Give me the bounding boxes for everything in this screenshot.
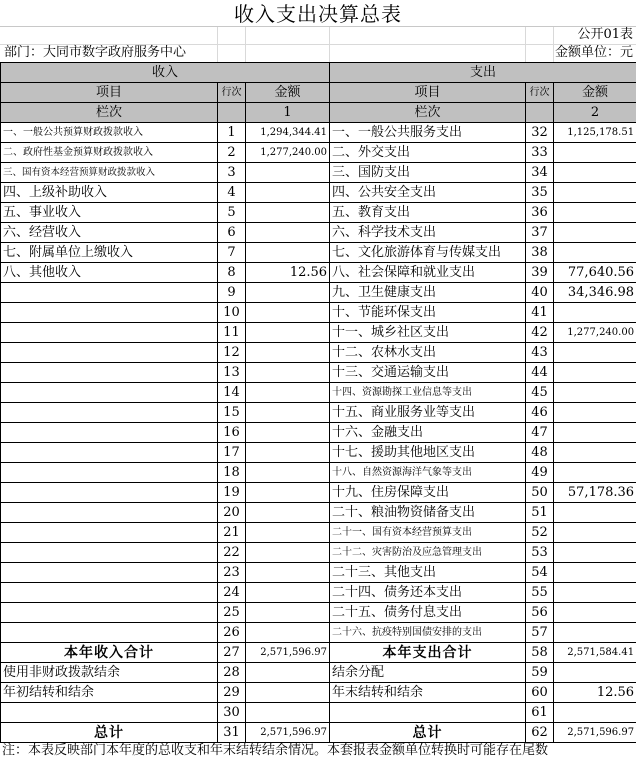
income-item	[1, 383, 218, 403]
expense-row-number: 60	[526, 683, 554, 703]
expense-amount: 2,571,584.41	[554, 643, 636, 663]
income-amount	[246, 323, 330, 343]
table-row	[1, 263, 636, 283]
income-row-number: 1	[218, 123, 246, 143]
expense-item: 二十、粮油物资储备支出	[330, 503, 526, 523]
income-row-number: 12	[218, 343, 246, 363]
income-amount	[246, 303, 330, 323]
expense-row-number: 62	[526, 723, 554, 743]
income-amount	[246, 383, 330, 403]
income-amount	[246, 423, 330, 443]
table-row	[1, 503, 636, 523]
income-amount	[246, 403, 330, 423]
income-amount	[246, 503, 330, 523]
income-amount	[246, 483, 330, 503]
income-item	[1, 503, 218, 523]
income-item	[1, 423, 218, 443]
expense-item: 本年支出合计	[330, 643, 526, 663]
expense-amount	[554, 303, 636, 323]
income-row-number: 18	[218, 463, 246, 483]
income-amount	[246, 583, 330, 603]
income-item: 六、经营收入	[1, 223, 218, 243]
income-amount	[246, 603, 330, 623]
expense-amount	[554, 603, 636, 623]
expense-row-number: 32	[526, 123, 554, 143]
table-row	[1, 463, 636, 483]
income-item	[1, 483, 218, 503]
income-item	[1, 283, 218, 303]
expense-amount	[554, 583, 636, 603]
expense-amount	[554, 383, 636, 403]
expense-item: 十三、交通运输支出	[330, 363, 526, 383]
expense-amount	[554, 703, 636, 723]
income-item	[1, 583, 218, 603]
expense-header: 支出	[330, 63, 636, 83]
expense-item: 九、卫生健康支出	[330, 283, 526, 303]
expense-row-number: 45	[526, 383, 554, 403]
income-item	[1, 523, 218, 543]
income-row-number: 31	[218, 723, 246, 743]
table-row	[1, 363, 636, 383]
expense-amount	[554, 363, 636, 383]
unit-label: 金额单位：元	[554, 45, 633, 60]
expense-amount-header: 金额	[554, 83, 636, 103]
income-amount	[246, 703, 330, 723]
department-label: 部门：大同市数字政府服务中心	[4, 45, 187, 60]
income-amount: 1,294,344.41	[246, 123, 330, 143]
income-item: 年初结转和结余	[1, 683, 218, 703]
expense-item: 结余分配	[330, 663, 526, 683]
table-row	[1, 583, 636, 603]
table-row	[1, 283, 636, 303]
header-row-column-numbers	[1, 103, 636, 123]
table-title: 收入支出决算总表	[234, 2, 402, 26]
expense-row-number: 38	[526, 243, 554, 263]
department-row	[0, 44, 636, 62]
expense-row-number: 41	[526, 303, 554, 323]
income-amount	[246, 183, 330, 203]
expense-item: 年末结转和结余	[330, 683, 526, 703]
table-row	[1, 383, 636, 403]
expense-row-number: 46	[526, 403, 554, 423]
expense-amount	[554, 403, 636, 423]
income-item	[1, 543, 218, 563]
expense-row-number: 53	[526, 543, 554, 563]
income-row-number: 9	[218, 283, 246, 303]
expense-amount: 1,125,178.51	[554, 123, 636, 143]
expense-amount: 34,346.98	[554, 283, 636, 303]
income-amount	[246, 683, 330, 703]
table-row	[1, 563, 636, 583]
expense-item: 十五、商业服务业等支出	[330, 403, 526, 423]
table-row	[1, 663, 636, 683]
expense-row-number: 56	[526, 603, 554, 623]
expense-item: 六、科学技术支出	[330, 223, 526, 243]
expense-row-number: 34	[526, 163, 554, 183]
table-row	[1, 243, 636, 263]
expense-amount	[554, 443, 636, 463]
table-row	[1, 163, 636, 183]
expense-amount	[554, 223, 636, 243]
income-amount	[246, 523, 330, 543]
expense-rowno-header: 行次	[526, 83, 554, 103]
expense-item: 七、文化旅游体育与传媒支出	[330, 243, 526, 263]
income-row-number: 10	[218, 303, 246, 323]
income-row-number: 3	[218, 163, 246, 183]
income-item: 八、其他收入	[1, 263, 218, 283]
table-row	[1, 343, 636, 363]
income-amount	[246, 463, 330, 483]
expense-row-number: 55	[526, 583, 554, 603]
income-item	[1, 563, 218, 583]
expense-row-number: 54	[526, 563, 554, 583]
expense-row-number: 42	[526, 323, 554, 343]
income-item: 三、国有资本经营预算财政拨款收入	[1, 163, 218, 183]
table-row	[1, 203, 636, 223]
expense-item: 五、教育支出	[330, 203, 526, 223]
expense-amount	[554, 663, 636, 683]
form-code-row	[0, 26, 636, 44]
expense-row-number: 37	[526, 223, 554, 243]
income-row-number: 15	[218, 403, 246, 423]
expense-row-number: 49	[526, 463, 554, 483]
income-item	[1, 623, 218, 643]
expense-item: 十一、城乡社区支出	[330, 323, 526, 343]
expense-row-number: 40	[526, 283, 554, 303]
expense-row-number: 44	[526, 363, 554, 383]
expense-amount	[554, 523, 636, 543]
income-row-number: 25	[218, 603, 246, 623]
expense-row-number: 59	[526, 663, 554, 683]
income-row-number: 2	[218, 143, 246, 163]
table-row	[1, 523, 636, 543]
income-row-number: 27	[218, 643, 246, 663]
income-row-number: 24	[218, 583, 246, 603]
expense-item: 八、社会保障和就业支出	[330, 263, 526, 283]
table-row	[1, 623, 636, 643]
expense-row-number: 47	[526, 423, 554, 443]
income-column-blank	[218, 103, 246, 123]
expense-row-number: 50	[526, 483, 554, 503]
expense-amount	[554, 183, 636, 203]
income-row-number: 16	[218, 423, 246, 443]
income-row-number: 21	[218, 523, 246, 543]
form-code: 公开01表	[577, 27, 633, 42]
expense-amount	[554, 543, 636, 563]
expense-row-number: 48	[526, 443, 554, 463]
table-row	[1, 143, 636, 163]
expense-amount: 12.56	[554, 683, 636, 703]
expense-amount: 1,277,240.00	[554, 323, 636, 343]
expense-item	[330, 703, 526, 723]
income-item: 一、一般公共预算财政拨款收入	[1, 123, 218, 143]
income-amount	[246, 623, 330, 643]
expense-amount: 77,640.56	[554, 263, 636, 283]
expense-amount	[554, 563, 636, 583]
income-item-header: 项目	[1, 83, 218, 103]
table-row	[1, 303, 636, 323]
expense-item: 十二、农林水支出	[330, 343, 526, 363]
table-row	[1, 123, 636, 143]
income-item	[1, 343, 218, 363]
expense-column-blank	[526, 103, 554, 123]
expense-row-number: 57	[526, 623, 554, 643]
income-item: 七、附属单位上缴收入	[1, 243, 218, 263]
expense-item: 十、节能环保支出	[330, 303, 526, 323]
expense-amount	[554, 503, 636, 523]
table-row	[1, 403, 636, 423]
expense-item: 二十六、抗疫特别国债安排的支出	[330, 623, 526, 643]
income-row-number: 29	[218, 683, 246, 703]
income-item: 四、上级补助收入	[1, 183, 218, 203]
income-row-number: 19	[218, 483, 246, 503]
income-row-number: 22	[218, 543, 246, 563]
income-amount	[246, 343, 330, 363]
expense-amount	[554, 163, 636, 183]
expense-row-number: 51	[526, 503, 554, 523]
header-row-sections	[1, 63, 636, 83]
table-row	[1, 423, 636, 443]
income-amount	[246, 563, 330, 583]
expense-amount: 57,178.36	[554, 483, 636, 503]
expense-item-header: 项目	[330, 83, 526, 103]
income-row-number: 17	[218, 443, 246, 463]
expense-amount	[554, 203, 636, 223]
expense-column-label: 栏次	[330, 103, 526, 123]
income-amount	[246, 363, 330, 383]
income-amount	[246, 163, 330, 183]
table-row	[1, 603, 636, 623]
income-amount	[246, 443, 330, 463]
expense-amount	[554, 463, 636, 483]
income-row-number: 26	[218, 623, 246, 643]
income-item	[1, 703, 218, 723]
income-item	[1, 323, 218, 343]
expense-item: 总计	[330, 723, 526, 743]
table-row	[1, 723, 636, 743]
income-rowno-header: 行次	[218, 83, 246, 103]
expense-item: 二十三、其他支出	[330, 563, 526, 583]
expense-row-number: 43	[526, 343, 554, 363]
income-row-number: 23	[218, 563, 246, 583]
expense-row-number: 52	[526, 523, 554, 543]
income-amount: 2,571,596.97	[246, 723, 330, 743]
expense-row-number: 58	[526, 643, 554, 663]
income-item: 二、政府性基金预算财政拨款收入	[1, 143, 218, 163]
expense-row-number: 39	[526, 263, 554, 283]
table-row	[1, 443, 636, 463]
income-expense-table	[0, 62, 636, 743]
footnote: 注：本表反映部门本年度的总收支和年末结转结余情况。本套报表金额单位转换时可能存在尾数	[2, 743, 549, 758]
expense-item: 十九、住房保障支出	[330, 483, 526, 503]
income-row-number: 20	[218, 503, 246, 523]
expense-item: 三、国防支出	[330, 163, 526, 183]
table-row	[1, 183, 636, 203]
expense-item: 二十一、国有资本经营预算支出	[330, 523, 526, 543]
expense-column-number: 2	[554, 103, 636, 123]
expense-amount	[554, 343, 636, 363]
income-row-number: 14	[218, 383, 246, 403]
income-item	[1, 603, 218, 623]
expense-item: 一、一般公共服务支出	[330, 123, 526, 143]
income-amount	[246, 663, 330, 683]
table-row	[1, 543, 636, 563]
expense-amount	[554, 143, 636, 163]
income-row-number: 28	[218, 663, 246, 683]
income-amount	[246, 223, 330, 243]
income-item: 五、事业收入	[1, 203, 218, 223]
income-amount: 1,277,240.00	[246, 143, 330, 163]
table-row	[1, 323, 636, 343]
income-amount	[246, 283, 330, 303]
income-header: 收入	[1, 63, 330, 83]
income-item	[1, 463, 218, 483]
income-amount	[246, 203, 330, 223]
income-item	[1, 363, 218, 383]
expense-item: 十四、资源勘探工业信息等支出	[330, 383, 526, 403]
table-row	[1, 683, 636, 703]
income-item	[1, 443, 218, 463]
income-column-label: 栏次	[1, 103, 218, 123]
income-item: 总计	[1, 723, 218, 743]
expense-item: 十六、金融支出	[330, 423, 526, 443]
expense-row-number: 35	[526, 183, 554, 203]
header-row-columns	[1, 83, 636, 103]
income-amount: 2,571,596.97	[246, 643, 330, 663]
expense-item: 十八、自然资源海洋气象等支出	[330, 463, 526, 483]
income-amount: 12.56	[246, 263, 330, 283]
income-row-number: 7	[218, 243, 246, 263]
expense-item: 二十二、灾害防治及应急管理支出	[330, 543, 526, 563]
expense-amount	[554, 623, 636, 643]
table-row	[1, 223, 636, 243]
income-amount-header: 金额	[246, 83, 330, 103]
income-column-number: 1	[246, 103, 330, 123]
income-amount	[246, 243, 330, 263]
income-row-number: 8	[218, 263, 246, 283]
expense-row-number: 36	[526, 203, 554, 223]
expense-row-number: 33	[526, 143, 554, 163]
expense-item: 四、公共安全支出	[330, 183, 526, 203]
income-row-number: 30	[218, 703, 246, 723]
expense-amount	[554, 423, 636, 443]
table-row	[1, 483, 636, 503]
income-item: 本年收入合计	[1, 643, 218, 663]
income-row-number: 4	[218, 183, 246, 203]
income-item: 使用非财政拨款结余	[1, 663, 218, 683]
expense-amount	[554, 243, 636, 263]
income-amount	[246, 543, 330, 563]
income-row-number: 13	[218, 363, 246, 383]
expense-row-number: 61	[526, 703, 554, 723]
income-item	[1, 303, 218, 323]
expense-amount: 2,571,596.97	[554, 723, 636, 743]
table-row	[1, 643, 636, 663]
income-item	[1, 403, 218, 423]
expense-item: 二、外交支出	[330, 143, 526, 163]
expense-item: 十七、援助其他地区支出	[330, 443, 526, 463]
income-row-number: 11	[218, 323, 246, 343]
expense-item: 二十四、债务还本支出	[330, 583, 526, 603]
expense-item: 二十五、债务付息支出	[330, 603, 526, 623]
income-row-number: 5	[218, 203, 246, 223]
table-row	[1, 703, 636, 723]
income-row-number: 6	[218, 223, 246, 243]
